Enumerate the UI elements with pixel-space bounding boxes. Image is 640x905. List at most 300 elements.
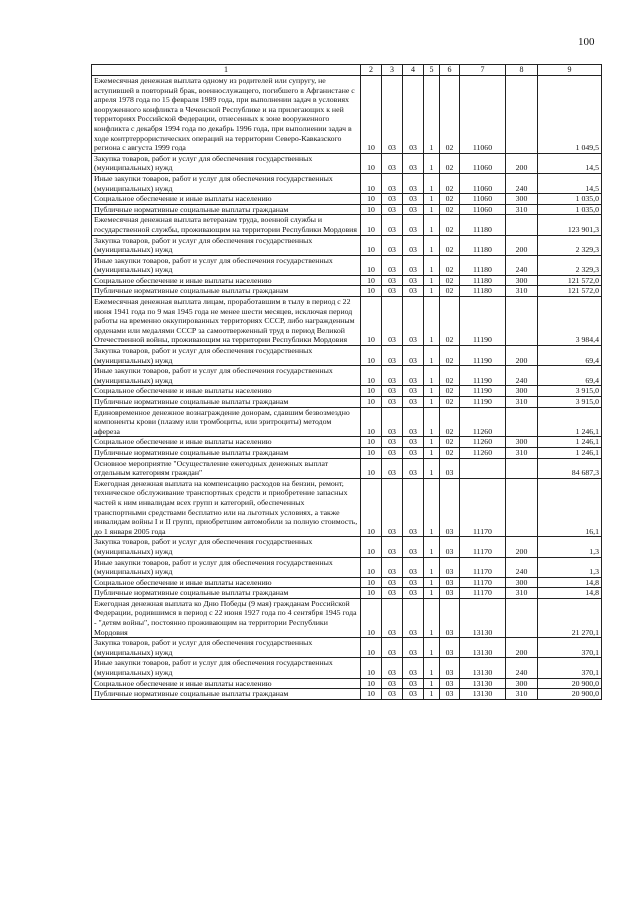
- table-row: [92, 173, 602, 193]
- row-code: 13130: [460, 638, 506, 658]
- row-code: 10: [361, 458, 382, 478]
- row-code: 200: [506, 537, 538, 557]
- header-cell: 9: [538, 65, 602, 76]
- header-cell: 2: [361, 65, 382, 76]
- row-code: 1: [424, 76, 440, 154]
- row-code: 240: [506, 255, 538, 275]
- row-code: 03: [403, 215, 424, 235]
- row-code: 300: [506, 275, 538, 286]
- row-description: Социальное обеспечение и иные выплаты населению: [92, 678, 361, 689]
- row-amount: 14,5: [538, 153, 602, 173]
- row-code: 03: [382, 577, 403, 588]
- row-code: 10: [361, 275, 382, 286]
- row-description: Закупка товаров, работ и услуг для обеспечения государственных (муниципальных) нужд: [92, 235, 361, 255]
- row-code: 10: [361, 204, 382, 215]
- row-code: 03: [382, 286, 403, 297]
- row-code: 11170: [460, 588, 506, 599]
- row-code: 03: [440, 557, 460, 577]
- row-code: 03: [440, 478, 460, 537]
- row-code: [460, 458, 506, 478]
- row-code: 03: [403, 286, 424, 297]
- row-code: 03: [440, 658, 460, 678]
- row-code: 02: [440, 194, 460, 205]
- row-amount: 21 270,1: [538, 598, 602, 637]
- table-row: [92, 286, 602, 297]
- row-code: 03: [382, 255, 403, 275]
- table-row: [92, 638, 602, 658]
- row-code: 03: [382, 366, 403, 386]
- row-amount: 69,4: [538, 366, 602, 386]
- row-code: 11170: [460, 537, 506, 557]
- row-code: 1: [424, 286, 440, 297]
- row-code: 03: [382, 537, 403, 557]
- row-description: Иные закупки товаров, работ и услуг для обеспечения государственных (муниципальных) нужд: [92, 366, 361, 386]
- row-code: 11170: [460, 577, 506, 588]
- row-code: 03: [403, 478, 424, 537]
- row-description: Ежемесячная денежная выплата лицам, проработавшим в тылу в период с 22 июня 1941 года по 9 мая 1945 года не менее шести месяцев, исключая период работы на временно оккупированных территориях СССР, либо награжденным орденами или медалями СССР за самоотверженный труд в период Великой Отечественной войны, проживающим на территории Республики Мордовия: [92, 297, 361, 346]
- row-code: 10: [361, 346, 382, 366]
- row-amount: 1,3: [538, 537, 602, 557]
- row-code: 03: [403, 537, 424, 557]
- table-row: [92, 689, 602, 700]
- row-description: Публичные нормативные социальные выплаты гражданам: [92, 286, 361, 297]
- row-code: 03: [382, 689, 403, 700]
- table-row: [92, 366, 602, 386]
- row-code: 10: [361, 557, 382, 577]
- table-row: [92, 577, 602, 588]
- row-description: Социальное обеспечение и иные выплаты населению: [92, 386, 361, 397]
- row-code: 10: [361, 397, 382, 408]
- row-code: 03: [382, 153, 403, 173]
- header-cell: 4: [403, 65, 424, 76]
- row-code: 11180: [460, 215, 506, 235]
- row-description: Закупка товаров, работ и услуг для обеспечения государственных (муниципальных) нужд: [92, 346, 361, 366]
- row-amount: 370,1: [538, 658, 602, 678]
- row-code: 1: [424, 577, 440, 588]
- row-code: 03: [440, 588, 460, 599]
- row-code: 300: [506, 678, 538, 689]
- row-code: 10: [361, 297, 382, 346]
- row-code: 1: [424, 588, 440, 599]
- row-code: 03: [382, 397, 403, 408]
- row-code: 03: [382, 658, 403, 678]
- row-code: 03: [403, 346, 424, 366]
- row-amount: 370,1: [538, 638, 602, 658]
- row-amount: 3 984,4: [538, 297, 602, 346]
- row-code: 1: [424, 397, 440, 408]
- row-code: 03: [403, 577, 424, 588]
- row-code: 10: [361, 76, 382, 154]
- row-code: [506, 478, 538, 537]
- row-code: 03: [403, 366, 424, 386]
- row-code: 1: [424, 658, 440, 678]
- row-code: 03: [382, 437, 403, 448]
- row-description: Закупка товаров, работ и услуг для обеспечения государственных (муниципальных) нужд: [92, 153, 361, 173]
- row-code: 11260: [460, 437, 506, 448]
- row-code: 11190: [460, 297, 506, 346]
- table-row: [92, 437, 602, 448]
- row-description: Иные закупки товаров, работ и услуг для обеспечения государственных (муниципальных) нужд: [92, 255, 361, 275]
- row-description: Публичные нормативные социальные выплаты гражданам: [92, 204, 361, 215]
- row-code: 1: [424, 215, 440, 235]
- row-code: 03: [440, 537, 460, 557]
- row-description: Закупка товаров, работ и услуг для обеспечения государственных (муниципальных) нужд: [92, 638, 361, 658]
- row-code: 1: [424, 153, 440, 173]
- row-amount: 20 900,0: [538, 678, 602, 689]
- row-code: 02: [440, 173, 460, 193]
- row-code: 03: [382, 275, 403, 286]
- row-code: 03: [382, 638, 403, 658]
- row-code: 03: [403, 598, 424, 637]
- row-code: 03: [403, 557, 424, 577]
- row-code: 03: [382, 478, 403, 537]
- row-code: 240: [506, 366, 538, 386]
- row-description: Иные закупки товаров, работ и услуг для обеспечения государственных (муниципальных) нужд: [92, 557, 361, 577]
- row-code: 03: [403, 407, 424, 437]
- table-row: [92, 588, 602, 599]
- row-code: 10: [361, 689, 382, 700]
- row-amount: 1 246,1: [538, 407, 602, 437]
- row-code: 13130: [460, 658, 506, 678]
- row-code: 02: [440, 76, 460, 154]
- row-code: 1: [424, 366, 440, 386]
- row-code: 10: [361, 255, 382, 275]
- row-code: 1: [424, 598, 440, 637]
- row-description: Публичные нормативные социальные выплаты гражданам: [92, 397, 361, 408]
- table-row: [92, 458, 602, 478]
- header-cell: 7: [460, 65, 506, 76]
- row-amount: 20 900,0: [538, 689, 602, 700]
- row-code: 02: [440, 275, 460, 286]
- row-code: 11170: [460, 478, 506, 537]
- row-code: 11190: [460, 346, 506, 366]
- page-number: 100: [578, 36, 595, 48]
- row-code: 13130: [460, 678, 506, 689]
- row-code: 03: [403, 297, 424, 346]
- row-description: Основное мероприятие "Осуществление ежегодных денежных выплат отдельным категориям граждан": [92, 458, 361, 478]
- row-amount: 16,1: [538, 478, 602, 537]
- row-code: 11180: [460, 235, 506, 255]
- row-code: 11260: [460, 407, 506, 437]
- row-code: 300: [506, 577, 538, 588]
- row-code: 310: [506, 588, 538, 599]
- row-amount: 121 572,0: [538, 275, 602, 286]
- row-code: 03: [403, 658, 424, 678]
- row-code: 1: [424, 194, 440, 205]
- row-description: Единовременное денежное вознаграждение донорам, сдавшим безвозмездно компоненты крови (плазму или тромбоциты, или эритроциты) методом афереза: [92, 407, 361, 437]
- header-cell: 8: [506, 65, 538, 76]
- row-amount: 1 035,0: [538, 204, 602, 215]
- row-amount: 14,8: [538, 588, 602, 599]
- row-code: 310: [506, 286, 538, 297]
- row-code: 03: [403, 235, 424, 255]
- row-code: 200: [506, 153, 538, 173]
- row-code: 11060: [460, 76, 506, 154]
- row-code: 03: [382, 407, 403, 437]
- table-row: [92, 297, 602, 346]
- budget-table: [91, 64, 602, 700]
- row-code: 11060: [460, 153, 506, 173]
- row-code: 11190: [460, 397, 506, 408]
- row-code: 03: [403, 397, 424, 408]
- row-code: 03: [440, 689, 460, 700]
- row-amount: 2 329,3: [538, 235, 602, 255]
- row-code: 02: [440, 204, 460, 215]
- row-code: 10: [361, 173, 382, 193]
- table-row: [92, 557, 602, 577]
- row-code: 1: [424, 173, 440, 193]
- row-code: 11060: [460, 194, 506, 205]
- row-code: 11180: [460, 255, 506, 275]
- row-code: 02: [440, 215, 460, 235]
- row-code: 10: [361, 537, 382, 557]
- row-description: Иные закупки товаров, работ и услуг для обеспечения государственных (муниципальных) нужд: [92, 173, 361, 193]
- row-code: 1: [424, 255, 440, 275]
- row-code: 02: [440, 255, 460, 275]
- row-code: 10: [361, 437, 382, 448]
- row-code: 1: [424, 204, 440, 215]
- row-code: 240: [506, 557, 538, 577]
- header-cell: 6: [440, 65, 460, 76]
- row-code: 03: [403, 386, 424, 397]
- table-row: [92, 397, 602, 408]
- row-code: 1: [424, 458, 440, 478]
- row-code: 02: [440, 366, 460, 386]
- table-row: [92, 153, 602, 173]
- table-row: [92, 447, 602, 458]
- row-code: [506, 407, 538, 437]
- row-code: 1: [424, 638, 440, 658]
- row-code: 1: [424, 678, 440, 689]
- row-code: 03: [403, 275, 424, 286]
- row-description: Социальное обеспечение и иные выплаты населению: [92, 275, 361, 286]
- row-code: 03: [440, 598, 460, 637]
- row-code: 10: [361, 447, 382, 458]
- row-description: Публичные нормативные социальные выплаты гражданам: [92, 588, 361, 599]
- row-code: 10: [361, 478, 382, 537]
- row-code: 13130: [460, 689, 506, 700]
- row-code: 1: [424, 478, 440, 537]
- row-code: 11180: [460, 275, 506, 286]
- row-code: 03: [403, 447, 424, 458]
- row-code: 03: [440, 458, 460, 478]
- row-description: Иные закупки товаров, работ и услуг для обеспечения государственных (муниципальных) нужд: [92, 658, 361, 678]
- row-amount: 1 049,5: [538, 76, 602, 154]
- row-amount: 1 246,1: [538, 437, 602, 448]
- row-code: 03: [403, 76, 424, 154]
- row-code: 03: [382, 598, 403, 637]
- row-code: 03: [403, 153, 424, 173]
- table-row: [92, 407, 602, 437]
- row-description: Социальное обеспечение и иные выплаты населению: [92, 437, 361, 448]
- table-row: [92, 275, 602, 286]
- row-code: 02: [440, 153, 460, 173]
- row-code: [506, 76, 538, 154]
- table-row: [92, 204, 602, 215]
- row-amount: 69,4: [538, 346, 602, 366]
- row-description: Публичные нормативные социальные выплаты гражданам: [92, 689, 361, 700]
- row-code: 03: [403, 173, 424, 193]
- row-code: 03: [382, 588, 403, 599]
- row-amount: 123 901,3: [538, 215, 602, 235]
- row-code: 310: [506, 204, 538, 215]
- row-description: Социальное обеспечение и иные выплаты населению: [92, 577, 361, 588]
- table-row: [92, 235, 602, 255]
- row-description: Социальное обеспечение и иные выплаты населению: [92, 194, 361, 205]
- row-amount: 2 329,3: [538, 255, 602, 275]
- table-row: [92, 478, 602, 537]
- table-row: [92, 598, 602, 637]
- row-code: 1: [424, 447, 440, 458]
- row-code: 03: [382, 346, 403, 366]
- row-code: 02: [440, 386, 460, 397]
- row-description: Закупка товаров, работ и услуг для обеспечения государственных (муниципальных) нужд: [92, 537, 361, 557]
- row-code: 03: [440, 577, 460, 588]
- table-row: [92, 215, 602, 235]
- header-cell: 1: [92, 65, 361, 76]
- row-code: 300: [506, 386, 538, 397]
- row-amount: 14,5: [538, 173, 602, 193]
- row-amount: 1 246,1: [538, 447, 602, 458]
- row-code: 10: [361, 588, 382, 599]
- row-code: 03: [403, 588, 424, 599]
- row-code: 11260: [460, 447, 506, 458]
- header-cell: 3: [382, 65, 403, 76]
- row-code: 1: [424, 297, 440, 346]
- row-code: 02: [440, 397, 460, 408]
- row-amount: 84 687,3: [538, 458, 602, 478]
- row-code: 03: [382, 447, 403, 458]
- row-code: 10: [361, 215, 382, 235]
- row-code: 03: [382, 194, 403, 205]
- row-code: 11170: [460, 557, 506, 577]
- row-description: Ежемесячная денежная выплата ветеранам труда, военной службы и государственной службы, проживающим на территории Республики Мордовия: [92, 215, 361, 235]
- row-code: 200: [506, 346, 538, 366]
- row-code: 1: [424, 407, 440, 437]
- row-code: 03: [382, 76, 403, 154]
- table-row: [92, 346, 602, 366]
- row-code: 03: [382, 173, 403, 193]
- row-code: 1: [424, 437, 440, 448]
- header-cell: 5: [424, 65, 440, 76]
- row-amount: 1 035,0: [538, 194, 602, 205]
- row-code: 13130: [460, 598, 506, 637]
- row-code: 310: [506, 397, 538, 408]
- row-code: 03: [403, 255, 424, 275]
- row-code: 03: [382, 235, 403, 255]
- table-row: [92, 255, 602, 275]
- row-code: 1: [424, 557, 440, 577]
- row-code: 240: [506, 173, 538, 193]
- row-code: 1: [424, 346, 440, 366]
- row-code: 02: [440, 286, 460, 297]
- row-amount: 3 915,0: [538, 386, 602, 397]
- row-code: [506, 458, 538, 478]
- row-code: 02: [440, 235, 460, 255]
- row-description: Публичные нормативные социальные выплаты гражданам: [92, 447, 361, 458]
- row-code: 10: [361, 286, 382, 297]
- row-code: 10: [361, 386, 382, 397]
- row-code: 310: [506, 689, 538, 700]
- row-code: 11180: [460, 286, 506, 297]
- row-code: 02: [440, 407, 460, 437]
- row-description: Ежегодная денежная выплата ко Дню Победы (9 мая) гражданам Российской Федерации, родившимся в период с 22 июня 1927 года по 4 сентября 1945 года - "детям войны", постоянно проживающим на территории Республики Мордовия: [92, 598, 361, 637]
- row-code: 03: [403, 678, 424, 689]
- table-row: [92, 678, 602, 689]
- row-code: 03: [403, 458, 424, 478]
- row-code: 10: [361, 638, 382, 658]
- row-code: 10: [361, 235, 382, 255]
- table-row: [92, 386, 602, 397]
- row-code: 03: [382, 215, 403, 235]
- row-description: Ежегодная денежная выплата на компенсацию расходов на бензин, ремонт, техническое обслуживание транспортных средств и приобретение запасных частей к ним инвалидам всех групп и категорий, обеспеченных транспортными средствами бесплатно или на льготных условиях, а также инвалидам войны I и II групп, приобретшим автомобили за полную стоимость, до 1 января 2005 года: [92, 478, 361, 537]
- table-row: [92, 658, 602, 678]
- row-code: 10: [361, 366, 382, 386]
- row-code: 1: [424, 275, 440, 286]
- row-amount: 1,3: [538, 557, 602, 577]
- row-code: 10: [361, 153, 382, 173]
- row-code: 1: [424, 235, 440, 255]
- row-amount: 121 572,0: [538, 286, 602, 297]
- row-code: 02: [440, 297, 460, 346]
- row-code: 10: [361, 577, 382, 588]
- row-code: 03: [403, 204, 424, 215]
- row-code: 10: [361, 658, 382, 678]
- row-amount: 3 915,0: [538, 397, 602, 408]
- row-code: 200: [506, 235, 538, 255]
- row-code: 310: [506, 447, 538, 458]
- row-code: [506, 215, 538, 235]
- table-row: [92, 537, 602, 557]
- row-code: 11060: [460, 173, 506, 193]
- row-code: 300: [506, 437, 538, 448]
- row-code: [506, 297, 538, 346]
- row-code: 300: [506, 194, 538, 205]
- row-code: 200: [506, 638, 538, 658]
- row-code: 11190: [460, 366, 506, 386]
- row-code: 03: [382, 297, 403, 346]
- table-row: [92, 194, 602, 205]
- row-amount: 14,8: [538, 577, 602, 588]
- table-header-row: [92, 65, 602, 76]
- row-code: 02: [440, 447, 460, 458]
- row-code: 03: [403, 194, 424, 205]
- row-code: 10: [361, 194, 382, 205]
- row-code: 03: [440, 678, 460, 689]
- row-code: 02: [440, 346, 460, 366]
- row-code: 1: [424, 689, 440, 700]
- row-code: 03: [382, 557, 403, 577]
- row-code: 03: [382, 204, 403, 215]
- table-row: [92, 76, 602, 154]
- row-code: 03: [382, 458, 403, 478]
- row-code: 240: [506, 658, 538, 678]
- row-code: 11190: [460, 386, 506, 397]
- row-code: 11060: [460, 204, 506, 215]
- row-description: Ежемесячная денежная выплата одному из родителей или супругу, не вступившей в повторный брак, военнослужащего, погибшего в Афганистане с апреля 1978 года по 15 февраля 1989 года, при выполнении задач в условиях вооруженного конфликта в Чеченской Республике и на прилегающих к ней территориях Российской Федерации, отнесенных к зоне вооруженного конфликта с декабря 1994 года по декабрь 1996 года, при выполнении задач в ходе контртеррористических операций на территории Северо-Кавказского региона с августа 1999 года: [92, 76, 361, 154]
- row-code: 03: [440, 638, 460, 658]
- row-code: 1: [424, 386, 440, 397]
- row-code: 03: [382, 386, 403, 397]
- row-code: 02: [440, 437, 460, 448]
- row-code: 03: [403, 638, 424, 658]
- row-code: 03: [403, 689, 424, 700]
- row-code: 10: [361, 598, 382, 637]
- row-code: [506, 598, 538, 637]
- row-code: 03: [403, 437, 424, 448]
- row-code: 10: [361, 678, 382, 689]
- row-code: 10: [361, 407, 382, 437]
